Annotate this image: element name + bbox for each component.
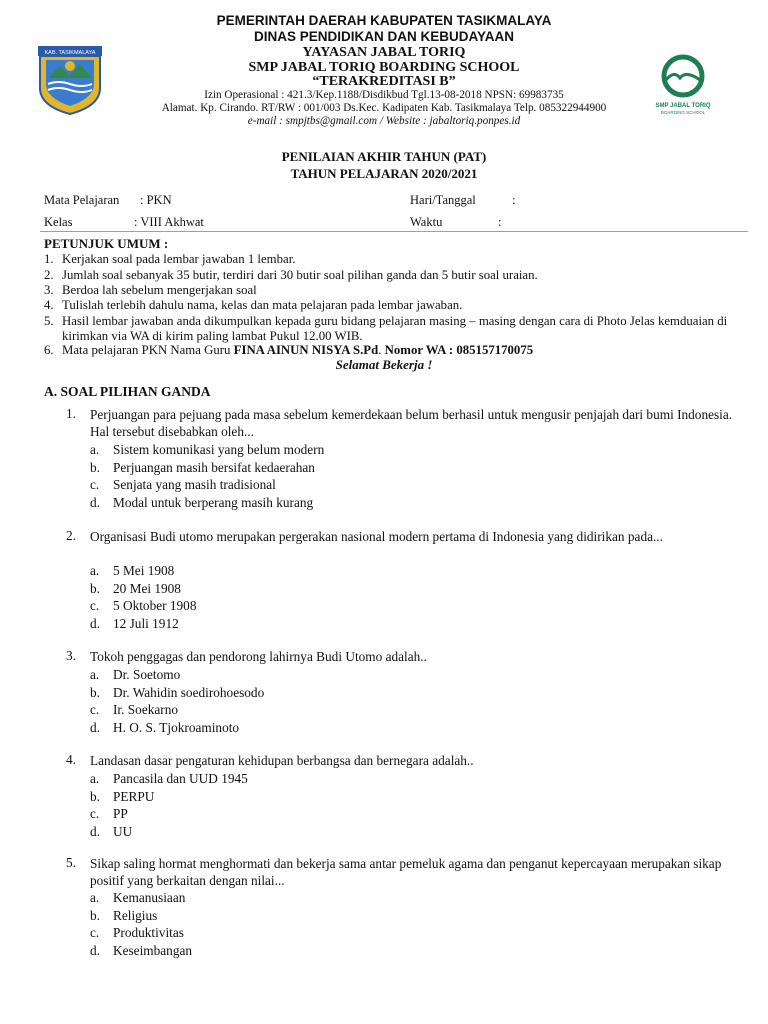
regency-crest-icon (34, 44, 106, 116)
teacher-phone: Nomor WA : 085157170075 (384, 343, 534, 357)
header-foundation: YAYASAN JABAL TORIQ (302, 45, 466, 60)
question-number: 5. (66, 855, 76, 870)
option-letter: b. (90, 907, 100, 923)
question-number: 4. (66, 752, 76, 767)
option-text: 5 Mei 1908 (113, 563, 175, 578)
meta-waktu-value: : (498, 215, 502, 229)
option-text: Produktivitas (113, 925, 184, 940)
option-letter: d. (90, 823, 100, 839)
option-letter: a. (90, 890, 100, 905)
instruction-number: 1. (44, 252, 54, 266)
question-number: 2. (66, 528, 76, 543)
meta-mapel-value: : PKN (140, 193, 172, 207)
instruction-number: 2. (44, 268, 54, 282)
option-text: Kemanusiaan (113, 890, 186, 905)
meta-kelas-value: : VIII Akhwat (134, 215, 204, 229)
option-text: Religius (113, 907, 158, 923)
option-letter: a. (90, 442, 100, 457)
instruction-text: Jumlah soal sebanyak 35 butir, terdiri dari 30 butir soal pilihan ganda dan 5 butir soal uraian. (62, 268, 538, 282)
section-title: A. SOAL PILIHAN GANDA (44, 384, 211, 399)
option-letter: d. (90, 719, 100, 735)
school-logo-text: SMP JABAL TORIQ (655, 103, 711, 109)
option-text: PERPU (113, 788, 155, 804)
option-text: Perjuangan masih bersifat kedaerahan (113, 459, 315, 475)
instruction-text: Berdoa lah sebelum mengerjakan soal (62, 283, 257, 297)
option-letter: c. (90, 477, 100, 492)
header-government: PEMERINTAH DAERAH KABUPATEN TASIKMALAYA (216, 13, 552, 28)
question-text: Tokoh penggagas dan pendorong lahirnya Budi Utomo adalah.. (90, 649, 427, 664)
meta-mapel-label: Mata Pelajaran (44, 193, 120, 207)
mountain-arc-icon (648, 52, 718, 122)
meta-hari-label: Hari/Tanggal (410, 193, 476, 207)
option-letter: a. (90, 563, 100, 578)
option-text: 20 Mei 1908 (113, 580, 181, 596)
header-accreditation: “TERAKREDITASI B” (312, 74, 456, 89)
question-text: Perjuangan para pejuang pada masa sebelum kemerdekaan belum berhasil untuk mengusir penjajah dari bumi Indonesia. Hal tersebut disebabkan oleh... (90, 407, 733, 439)
closing-text: Selamat Bekerja ! (335, 357, 433, 372)
exam-title: PENILAIAN AKHIR TAHUN (PAT) (281, 149, 487, 164)
option-text: Sistem komunikasi yang belum modern (113, 442, 325, 457)
exam-year: TAHUN PELAJARAN 2020/2021 (290, 166, 478, 181)
option-letter: c. (90, 806, 100, 821)
option-letter: b. (90, 459, 100, 475)
option-letter: c. (90, 702, 100, 717)
option-text: 5 Oktober 1908 (113, 598, 197, 613)
option-letter: a. (90, 667, 100, 682)
question-number: 1. (66, 406, 76, 421)
option-text: 12 Juli 1912 (113, 615, 179, 631)
school-logo-subtext: BOARDING SCHOOL (660, 110, 706, 115)
option-text: Modal untuk berperang masih kurang (113, 494, 314, 510)
option-letter: b. (90, 684, 100, 700)
question-text: Landasan dasar pengaturan kehidupan berbangsa dan bernegara adalah.. (90, 753, 474, 768)
teacher-prefix: Mata pelajaran PKN Nama Guru (62, 343, 234, 357)
instruction-number: 6. (44, 343, 54, 357)
option-letter: c. (90, 598, 100, 613)
option-letter: d. (90, 942, 100, 958)
option-text: Dr. Soetomo (113, 667, 181, 682)
instructions-heading: PETUNJUK UMUM : (44, 236, 169, 251)
option-letter: c. (90, 925, 100, 940)
instruction-number: 3. (44, 283, 54, 297)
crest-label: KAB. TASIKMALAYA (44, 50, 96, 56)
header-address: Alamat. Kp. Cirando. RT/RW : 001/003 Ds.Kec. Kadipaten Kab. Tasikmalaya Telp. 085322944900 (161, 102, 607, 114)
option-text: Keseimbangan (113, 942, 193, 958)
teacher-name: FINA AINUN NISYA S.Pd (233, 343, 379, 357)
instruction-text: Hasil lembar jawaban anda dikumpulkan kepada guru bidang pelajaran masing – masing dengan cara di Photo Jelas kemduaian di kirimkan via WA di kirim paling lambat Pukul 12.00 WIB. (62, 314, 728, 343)
option-text: Ir. Soekarno (113, 702, 178, 717)
option-text: Dr. Wahidin soedirohoesodo (113, 684, 265, 700)
instruction-text: Kerjakan soal pada lembar jawaban 1 lembar. (62, 252, 296, 266)
option-text: PP (113, 806, 128, 821)
instruction-text: Tulislah terlebih dahulu nama, kelas dan mata pelajaran pada lembar jawaban. (62, 298, 463, 312)
header-school-name: SMP JABAL TORIQ BOARDING SCHOOL (248, 60, 520, 75)
option-text: H. O. S. Tjokroaminoto (113, 719, 240, 735)
instruction-number: 4. (44, 298, 54, 312)
option-letter: d. (90, 494, 100, 510)
option-letter: d. (90, 615, 100, 631)
header-contact: e-mail : smpjtbs@gmail.com / Website : jabaltoriq.ponpes.id (247, 115, 521, 127)
option-text: Pancasila dan UUD 1945 (113, 771, 248, 786)
instruction-number: 5. (44, 314, 54, 328)
option-text: Senjata yang masih tradisional (113, 477, 276, 492)
meta-waktu-label: Waktu (410, 215, 443, 229)
option-text: UU (113, 823, 133, 839)
meta-kelas-label: Kelas (44, 215, 73, 229)
option-letter: b. (90, 580, 100, 596)
header-department: DINAS PENDIDIKAN DAN KEBUDAYAAN (253, 29, 515, 44)
meta-hari-value: : (512, 193, 516, 207)
option-letter: a. (90, 771, 100, 786)
question-number: 3. (66, 648, 76, 663)
divider (40, 231, 748, 232)
instruction-text (62, 343, 756, 358)
option-letter: b. (90, 788, 100, 804)
separator: . (378, 343, 385, 357)
question-text: Organisasi Budi utomo merupakan pergerakan nasional modern pertama di Indonesia yang didirikan pada... (90, 529, 663, 544)
question-text: Sikap saling hormat menghormati dan bekerja sama antar pemeluk agama dan penganut kepercayaan merupakan sikap positif yang berkaitan dengan nilai... (90, 856, 722, 888)
header-license: Izin Operasional : 421.3/Kep.1188/Disdikbud Tgl.13-08-2018 NPSN: 69983735 (204, 89, 564, 101)
